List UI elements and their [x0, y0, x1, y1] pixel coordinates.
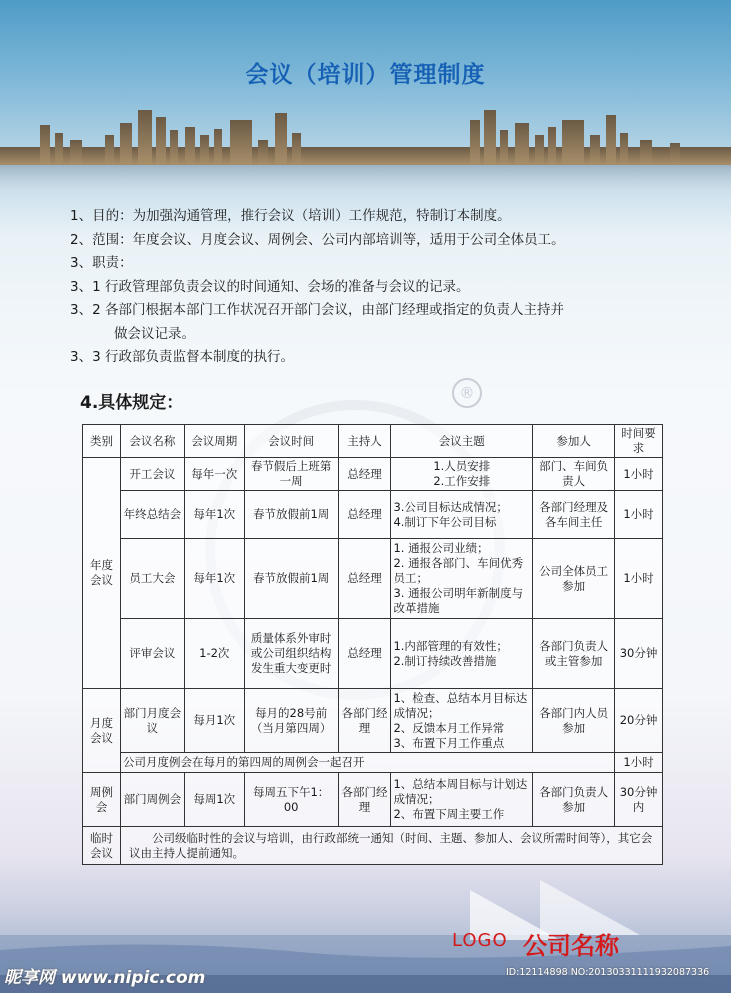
section-title: 4.具体规定：	[80, 393, 184, 413]
header-cell: 会议主题	[391, 425, 533, 458]
table-row	[83, 773, 663, 827]
cell: 30分钟	[615, 619, 663, 689]
cell: 部门、车间负责人	[533, 458, 615, 491]
cell: 30分钟内	[615, 773, 663, 827]
cell: 1-2次	[184, 619, 244, 689]
header-cell: 类别	[83, 425, 121, 458]
topic-line: 2. 通报各部门、车间优秀员工；	[393, 556, 524, 585]
cell: 总经理	[338, 539, 391, 619]
page-title: 会议（培训）管理制度	[245, 62, 486, 88]
cell: 员工大会	[120, 539, 184, 619]
cell: 各部门负责人参加	[533, 773, 615, 827]
cell: 各部门经理	[338, 689, 391, 753]
cell: 各部门经理	[338, 773, 391, 827]
cell: 每周五下午1：00	[244, 773, 338, 827]
cell: 1小时	[615, 539, 663, 619]
category-cell	[83, 827, 121, 865]
monthly-note: 公司月度例会在每月的第四周的周例会一起召开	[120, 753, 614, 773]
table-row	[83, 689, 663, 753]
cell: 每月的28号前（当月第四周）	[244, 689, 338, 753]
table-row	[83, 491, 663, 539]
cell: 开工会议	[120, 458, 184, 491]
table-row	[83, 539, 663, 619]
temp-note: 公司级临时性的会议与培训，由行政部统一通知（时间、主题、参加人、会议所需时间等），其它会议由主持人提前通知。	[120, 827, 662, 865]
cell: 每月1次	[184, 689, 244, 753]
watermark-text: 昵享网 www.nipic.com	[4, 968, 206, 988]
intro-line: 1、目的：为加强沟通管理，推行会议（培训）工作规范，特制订本制度。	[70, 208, 511, 224]
topic-line: 3、布置下月工作重点	[393, 735, 505, 750]
topic-line: 2、反馈本月工作异常	[393, 720, 505, 735]
category-label: 月度会议	[89, 715, 113, 745]
cell: 评审会议	[120, 619, 184, 689]
cell: 部门月度会议	[120, 689, 184, 753]
cell: 春节放假前1周	[244, 539, 338, 619]
intro-line: 3、1 行政管理部负责会议的时间通知、会场的准备与会议的记录。	[70, 278, 470, 295]
cell: 各部门内人员参加	[533, 689, 615, 753]
header-cell: 主持人	[338, 425, 391, 458]
cell: 各部门经理及各车间主任	[533, 491, 615, 539]
table-header-row	[83, 425, 663, 458]
header-cell: 时间要求	[615, 425, 663, 458]
category-cell	[83, 458, 121, 689]
logo-placeholder: LOGO	[452, 930, 508, 951]
cell: 春节假后上班第一周	[244, 458, 338, 491]
cell: 每年1次	[184, 491, 244, 539]
topic-line: 2、布置下周主要工作	[393, 807, 505, 821]
topic-line: 3. 通报公司明年新制度与改革措施	[393, 586, 524, 615]
intro-line: 2、范围：年度会议、月度会议、周例会、公司内部培训等，适用于公司全体员工。	[70, 231, 565, 248]
table-row	[83, 458, 663, 491]
cell: 每年一次	[184, 458, 244, 491]
table-row	[83, 827, 663, 865]
cell	[391, 458, 533, 491]
header-cell: 会议周期	[184, 425, 244, 458]
intro-section	[70, 205, 710, 370]
category-label: 周例会	[89, 784, 113, 814]
cell	[391, 491, 533, 539]
intro-line: 做会议记录。	[114, 325, 195, 342]
cell: 20分钟	[615, 689, 663, 753]
topic-line: 2.制订持续改善措施	[393, 653, 497, 668]
table-row	[83, 619, 663, 689]
intro-line: 3、3 行政部负责监督本制度的执行。	[70, 349, 294, 365]
header-cell: 参加人	[533, 425, 615, 458]
cell: 各部门负责人或主管参加	[533, 619, 615, 689]
company-name: 公司名称	[523, 932, 619, 960]
cell: 总经理	[338, 458, 391, 491]
cell: 年终总结会	[120, 491, 184, 539]
cell: 质量体系外审时或公司组织结构发生重大变更时	[244, 619, 338, 689]
intro-line: 3、2 各部门根据本部门工作状况召开部门会议，由部门经理或指定的负责人主持并	[70, 302, 564, 318]
category-cell	[83, 689, 121, 773]
table-row	[83, 753, 663, 773]
topic-line: 4.制订下年公司目标	[393, 514, 497, 529]
cell: 每年1次	[184, 539, 244, 619]
category-label: 年度会议	[89, 558, 113, 587]
topic-line: 2.工作安排	[433, 474, 491, 488]
cell	[391, 539, 533, 619]
cell: 1小时	[615, 753, 663, 773]
topic-line: 1. 通报公司业绩；	[393, 541, 489, 555]
header-cell: 会议时间	[244, 425, 338, 458]
image-id-text: ID:12114898 NO:20130331111932087336	[506, 967, 710, 978]
cell: 1小时	[615, 491, 663, 539]
topic-line: 1、总结本周目标与计划达成情况；	[393, 777, 528, 806]
city-skyline-image	[0, 105, 731, 200]
registered-mark-icon: ®	[452, 378, 482, 408]
cell	[391, 773, 533, 827]
cell	[391, 619, 533, 689]
cell: 部门周例会	[120, 773, 184, 827]
cell	[391, 689, 533, 753]
cell: 1小时	[615, 458, 663, 491]
meeting-rules-table	[82, 424, 663, 865]
cell: 每周1次	[184, 773, 244, 827]
category-label: 临时会议	[89, 830, 113, 860]
topic-line: 1.人员安排	[433, 459, 491, 473]
intro-line: 3、职责：	[70, 255, 133, 271]
topic-line: 1、检查、总结本月目标达成情况；	[393, 690, 528, 720]
header-cell: 会议名称	[120, 425, 184, 458]
cell: 公司全体员工参加	[533, 539, 615, 619]
topic-line: 3.公司目标达成情况；	[393, 499, 508, 514]
category-cell	[83, 773, 121, 827]
cell: 春节放假前1周	[244, 491, 338, 539]
cell: 总经理	[338, 619, 391, 689]
topic-line: 1.内部管理的有效性；	[393, 638, 508, 653]
cell: 总经理	[338, 491, 391, 539]
